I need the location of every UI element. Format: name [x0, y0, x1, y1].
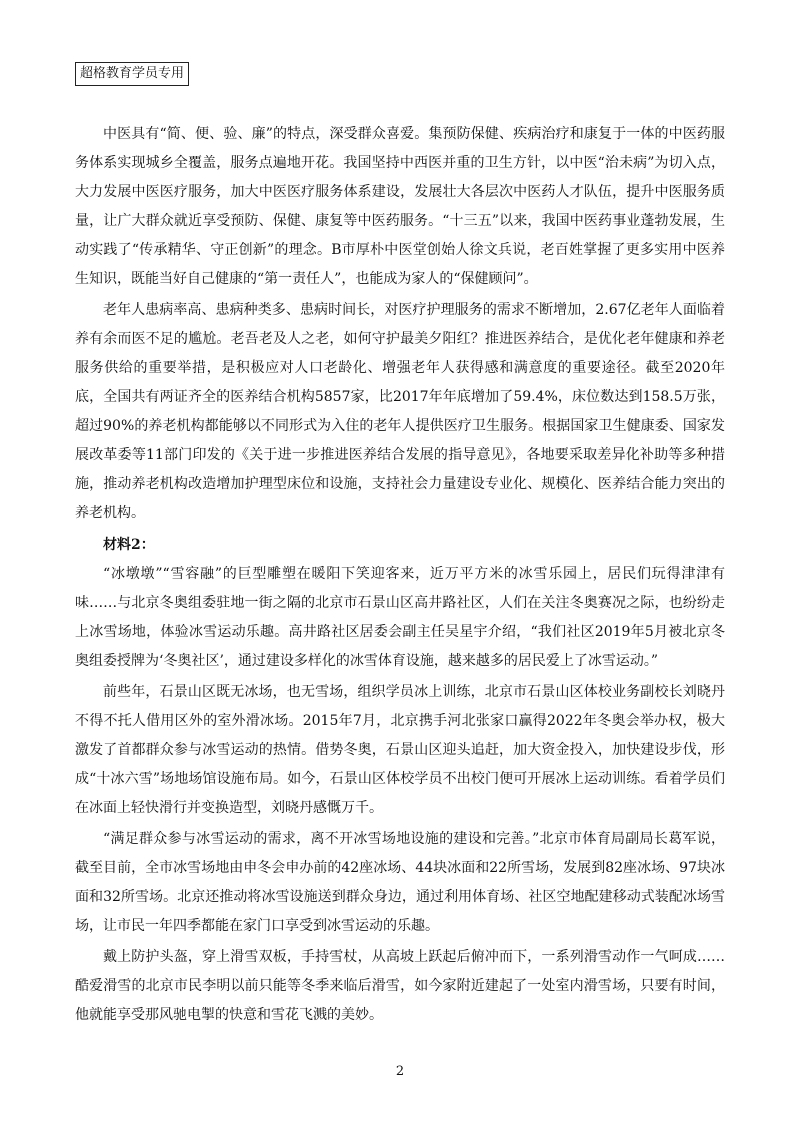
- document-body: [75, 120, 725, 1032]
- paragraph: 老年人患病率高、患病种类多、患病时间长，对医疗护理服务的需求不断增加，2.67亿老年人面临着养有余而医不足的尴尬。老吾老及人之老，如何守护最美夕阳红？推进医养结合，是优化老年健康和养老服务供给的重要举措，是积极应对人口老龄化、增强老年人获得感和满意度的重要途径。截至2020年底，全国共有两证齐全的医养结合机构5857家，比2017年年底增加了59.4%，床位数达到158.5万张，超过90%的养老机构都能够以不同形式为入住的老年人提供医疗卫生服务。根据国家卫生健康委、国家发展改革委等11部门印发的《关于进一步推进医养结合发展的指导意见》，各地要采取差异化补助等多种措施，推动养老机构改造增加护理型床位和设施，支持社会力量建设专业化、规模化、医养结合能力突出的养老机构。: [75, 302, 725, 521]
- section-title: 材料2：: [103, 537, 155, 553]
- header-tag: 超格教育学员专用: [75, 62, 189, 86]
- paragraph: 前些年，石景山区既无冰场，也无雪场，组织学员冰上训练，北京市石景山区体校业务副校长刘晓丹不得不托人借用区外的室外滑冰场。2015年7月，北京携手河北张家口赢得2022年冬奥会举办权，极大激发了首都群众参与冰雪运动的热情。借势冬奥，石景山区迎头追赶，加大资金投入，加快建设步伐，形成“十冰六雪”场地场馆设施布局。如今，石景山区体校学员不出校门便可开展冰上运动训练。看着学员们在冰面上轻快滑行并变换造型，刘晓丹感慨万千。: [75, 684, 725, 816]
- paragraph: “满足群众参与冰雪运动的需求，离不开冰雪场地设施的建设和完善。”北京市体育局副局长葛军说，截至目前，全市冰雪场地由申冬会申办前的42座冰场、44块冰面和22所雪场，发展到82座冰场、97块冰面和32所雪场。北京还推动将冰雪设施送到群众身边，通过利用体育场、社区空地配建移动式装配冰场雪场，让市民一年四季都能在家门口享受到冰雪运动的乐趣。: [75, 831, 725, 934]
- paragraph: 戴上防护头盔，穿上滑雪双板，手持雪杖，从高坡上跃起后俯冲而下，一系列滑雪动作一气呵成……酷爱滑雪的北京市民李明以前只能等冬季来临后滑雪，如今家附近建起了一处室内滑雪场，只要有时间，他就能享受那风驰电掣的快意和雪花飞溅的美妙。: [75, 949, 725, 1023]
- paragraph: “冰墩墩”“雪容融”的巨型雕塑在暖阳下笑迎客来，近万平方米的冰雪乐园上，居民们玩得津津有味……与北京冬奥组委驻地一街之隔的北京市石景山区高井路社区，人们在关注冬奥赛况之际，也纷纷走上冰雪场地，体验冰雪运动乐趣。高井路社区居委会副主任吴星宇介绍，“我们社区2019年5月被北京冬奥组委授牌为‘冬奥社区’，通过建设多样化的冰雪体育设施，越来越多的居民爱上了冰雪运动。”: [75, 566, 725, 669]
- page-number: 2: [395, 1064, 405, 1079]
- paragraph: 中医具有“简、便、验、廉”的特点，深受群众喜爱。集预防保健、疾病治疗和康复于一体的中医药服务体系实现城乡全覆盖，服务点遍地开花。我国坚持中西医并重的卫生方针，以中医“治未病”为切入点，大力发展中医医疗服务，加大中医医疗服务体系建设，发展壮大各层次中医药人才队伍，提升中医服务质量，让广大群众就近享受预防、保健、康复等中医药服务。“十三五”以来，我国中医药事业蓬勃发展，生动实践了“传承精华、守正创新”的理念。B市厚朴中医堂创始人徐文兵说，老百姓掌握了更多实用中医养生知识，既能当好自己健康的“第一责任人”，也能成为家人的“保健顾问”。: [75, 126, 725, 287]
